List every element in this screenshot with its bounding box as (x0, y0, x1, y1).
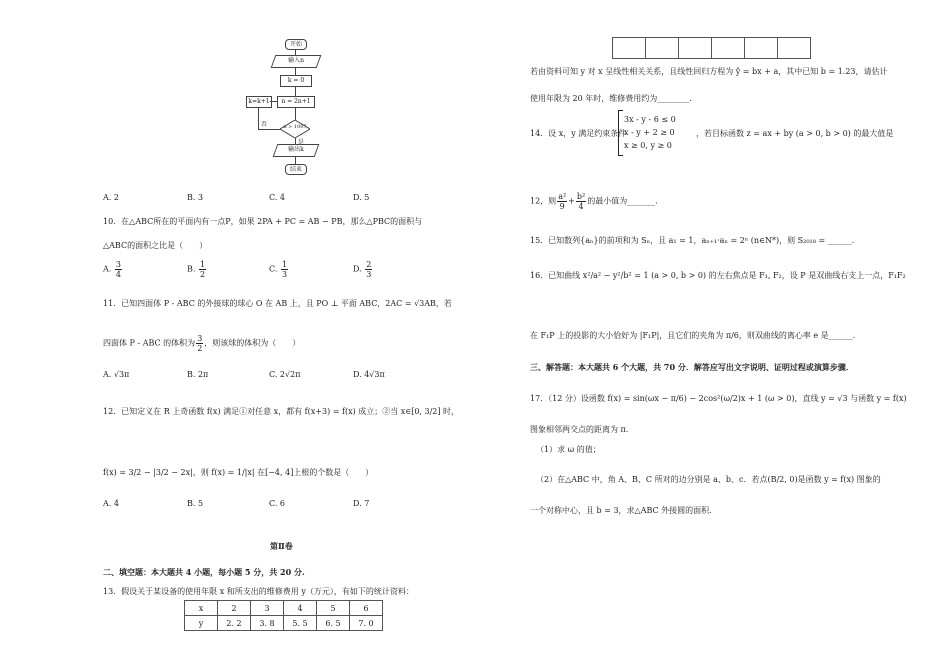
q15: 15．已知数列{aₙ}的前项和为 Sₙ，且 a₁ = 1，aₙ₊₁·aₙ = 2ⁿ (n∈N*)，则 S₂₀₁₈ = ______. (530, 236, 855, 245)
table-cell: 2 (218, 601, 251, 616)
q11-option-c: C. 2√2π (269, 370, 301, 379)
q14-constraint-brace (618, 110, 623, 156)
q12-option-b: B. 5 (187, 499, 204, 508)
table-cell: 7. 0 (350, 616, 383, 631)
q10-line2: △ABC的面积之比是（ ） (103, 241, 208, 250)
table-cell: 3. 8 (251, 616, 284, 631)
fill-in-header: 二、填空题：本大题共 4 小题，每小题 5 分，共 20 分. (103, 567, 305, 577)
q9-option-d: D. 5 (353, 193, 370, 202)
q16-line2: 在 F₁P 上的投影的大小恰好为 |F₁P|，且它们的夹角为 π/6，则双曲线的离心率 e 是______. (530, 331, 856, 340)
flowchart-input: 输入n (271, 55, 322, 68)
q13-stat-table (184, 600, 383, 631)
q10-line1: 10．在△ABC所在的平面内有一点P，如果 2PA + PC = AB − PB，那么△PBC的面积与 (103, 217, 423, 226)
q14-constraint-1: 3x - y - 6 ≤ 0 (624, 115, 676, 124)
table-cell: 6. 5 (317, 616, 350, 631)
q11-option-d: D. 4√3π (353, 370, 385, 379)
table-cell (778, 38, 811, 59)
q14-tail: ，若目标函数 z = ax + by (a > 0, b > 0) 的最大值是 (696, 129, 894, 138)
solve-header: 三、解答题：本大题共 6 个大题，共 70 分．解答应写出文字说明、证明过程或演算步骤． (530, 362, 854, 372)
q12-option-d: D. 7 (353, 499, 370, 508)
q17-part1: （1）求 ω 的值； (536, 445, 601, 454)
q11-option-a: A. √3π (103, 370, 130, 379)
q13-line1: 13．假设关于某设备的使用年限 x 和所支出的维修费用 y（万元），有如下的统计资料： (103, 587, 414, 596)
q17-line1: 17．（12 分）设函数 f(x) = sin(ωx − π/6) − 2cos²(ω/2)x + 1 (ω > 0)，直线 y = √3 与函数 y = f(x) (530, 394, 907, 403)
table-cell: 5. 5 (284, 616, 317, 631)
flowchart-connector (258, 107, 259, 129)
q9-option-c: C. 4 (269, 193, 286, 202)
q14-constraints (624, 113, 676, 152)
table-row (613, 38, 811, 59)
section-title: 第Ⅱ卷 (270, 541, 293, 551)
table-cell: y (185, 616, 218, 631)
flowchart-start: 开始 (285, 39, 307, 50)
q14-constraint-3: x ≥ 0, y ≥ 0 (624, 141, 672, 150)
flowchart-output: 输出k (273, 144, 320, 157)
q12-option-a: A. 4 (103, 499, 119, 508)
q13-table-continuation (612, 37, 811, 59)
q12-line2: f(x) = 3/2 − |3/2 − 2x|，则 f(x) = 1/|x| 在[−4, 4]上根的个数是（ ） (103, 468, 374, 477)
flowchart-connector (295, 67, 296, 75)
table-cell: 3 (251, 601, 284, 616)
flowchart-no-label: 否 (261, 121, 268, 128)
q10-option-a: A. $\frac{3}{4}$ (103, 260, 121, 279)
flowchart-connector (258, 129, 280, 130)
flowchart-step: n = 2n+1 (277, 96, 315, 108)
flowchart-init: k = 0 (280, 75, 312, 87)
q16-line1: 16．已知曲线 x²/a² − y²/b² = 1 (a > 0, b > 0) 的左右焦点是 F₁, F₂，设 P 是双曲线右支上一点，F₁F₂ (530, 271, 906, 280)
q11-line1: 11．已知四面体 P - ABC 的外接球的球心 O 在 AB 上，且 PO ⊥ 平面 ABC，2AC = √3AB，若 (103, 299, 452, 308)
q11-option-b: B. 2π (187, 370, 209, 379)
q12-line1: 12．已知定义在 R 上奇函数 f(x) 满足①对任意 x，都有 f(x+3) = f(x) 成立；②当 x∈[0, 3/2] 时， (103, 407, 460, 416)
table-cell: 5 (317, 601, 350, 616)
q11-line2: 四面体 P - ABC 的体积为 $\frac{3}{2}$ ，则该球的体积为（ ） (103, 334, 301, 353)
q14-constraint-2: x - y + 2 ≥ 0 (624, 128, 675, 137)
table-cell (679, 38, 712, 59)
flowchart-yes-label: 是 (298, 139, 305, 146)
flowchart-connector (295, 86, 296, 96)
flowchart (245, 36, 335, 184)
flowchart-increment: k=k+1 (246, 96, 272, 108)
table-cell: 2. 2 (218, 616, 251, 631)
q12-option-c: C. 6 (269, 499, 286, 508)
flowchart-connector (295, 107, 296, 120)
table-row (185, 601, 383, 616)
q13-cont-line1: 若由资料可知 y 对 x 呈线性相关关系，且线性回归方程为 ŷ = bx + a，其中已知 b = 1.23，请估计 (530, 67, 888, 76)
flowchart-connector (295, 156, 296, 164)
q14-lead: 14．设 x，y 满足约束条件 (530, 129, 627, 138)
q17-part2: （2）在△ABC 中，角 A、B、C 所对的边分别是 a、b、c．若点(B/2, 0)是函数 y = f(x) 图象的 (536, 475, 881, 484)
q10-option-b: B. $\frac{1}{2}$ (187, 260, 206, 279)
flowchart-end: 结束 (285, 164, 307, 175)
table-row (185, 616, 383, 631)
flowchart-connector (270, 101, 277, 102)
table-cell: 4 (284, 601, 317, 616)
q10-option-d: D. $\frac{2}{3}$ (353, 260, 372, 279)
q9-option-a: A. 2 (103, 193, 119, 202)
table-cell (712, 38, 745, 59)
table-cell: 6 (350, 601, 383, 616)
q17-part3: 一个对称中心，且 b = 3，求△ABC 外接圆的面积. (530, 506, 712, 515)
table-cell: x (185, 601, 218, 616)
q9-option-b: B. 3 (187, 193, 204, 202)
q10-option-c: C. $\frac{1}{3}$ (269, 260, 288, 279)
flowchart-condition: n > 1007 (280, 120, 310, 138)
q13-cont-line2: 使用年限为 20 年时，维修费用约为________. (530, 94, 692, 103)
table-cell (745, 38, 778, 59)
q14-line2: 12，则 $\frac{\text{a²}}{9}$ + $\frac{\text{b²}}{4}$ 的最小值为_______. (530, 192, 658, 211)
q17-line2: 图象相邻两交点的距离为 π. (530, 425, 629, 434)
table-cell (613, 38, 646, 59)
table-cell (646, 38, 679, 59)
